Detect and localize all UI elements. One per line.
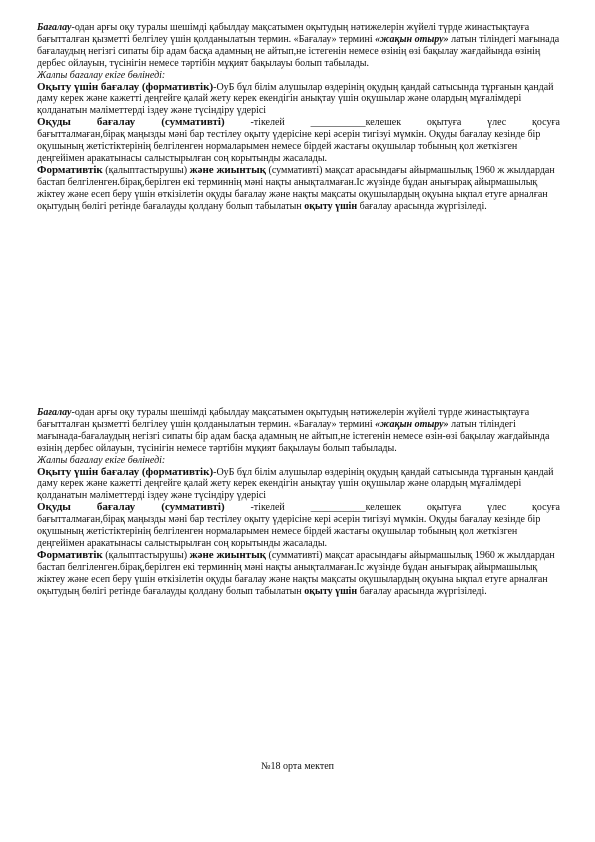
for-learning-term: оқыту үшін [304, 585, 358, 597]
text-block-bottom [37, 407, 560, 598]
blank-line: ___________ [310, 502, 366, 514]
summative-heading: Оқуды бағалау (суммативті) [37, 501, 225, 514]
summative-continuation: бағытталмаған,бірақ маңызды мәні бар тестілеу оқыту үдерісіне кері әсерін тигізуі мүмкін. Оқуды бағалау кезінде бір оқушының жетістіктерінің белгіленген нормаларымен немесе бірдей жастағы оқушылар тобының қол жеткізген деңгейімен аракатынасы салыстырылған соң корытынды жасалады. [37, 129, 541, 164]
division-intro: Жалпы бағалау екіге бөлінеді: [37, 69, 166, 81]
formative-paragraph: Оқыту үшін бағалау (формативтік)-ОуБ бұл білім алушылар өздерінің оқудың қандай сатысында тұрғанын қандай даму керек және кажетті деңгейге қалай жету керек екендігін анықтау үшін оқушылар және олардың мұғалімдері қолданатын мәліметтерді іздеу және түсіндіру үдерісі [37, 465, 554, 502]
school-footer: №18 орта мектеп [261, 761, 334, 772]
comparison-paragraph: Формативтік (қалыптастырушы) және жиынтық (суммативті) мақсат арасындағы айырмашылық 1960 ж жылдардан бастап белгіленген.бірақ,берілген екі терминнің мәні нақты анықталмаған.Іс жүзінде бұдан анығырақ айырмашылық жіктеу және есеп беру үшін өткізілетін оқуды бағалау және нақты мақсаты оқушылардың оқуына ықпал етуге арналған оқытудың бөлігі ретінде бағалауды қолдану болып табылатын оқыту үшін бағалау арасында жүргізіледі. [37, 163, 555, 212]
definition-paragraph: Бағалау-одан арғы оқу туралы шешімді қабылдау мақсатымен оқытудың нәтижелерін жүйелі түрде жинастықтауға бағытталған қызметті белгілеу үшін қолданылатын термин. «Бағалау» термині «жақын отыру» латын тіліндегі мағынада-бағалаудың негізгі сипаты бір адам басқа адамның не айтып,не істегенін немесе өзін-өзі бақылау жағдайында өзінің дербес ойлауын, түсінігін немесе тәртібін мұқият бақылауы болып табылады. [37, 407, 550, 454]
formative-paragraph: Оқыту үшін бағалау (формативтік)-ОуБ бұл білім алушылар өздерінің оқудың қандай сатысында тұрғанын қандай даму керек және кажетті деңгейге қалай жету керек екендігін анықтау үшін оқушылар және олардың мұғалімдері қолданатын мәліметтерді іздеу және түсіндіру үдерісі [37, 80, 554, 117]
emphasis-phrase: «жақын отыру» [375, 418, 449, 430]
formative-term: Формативтік [37, 163, 103, 176]
formative-term: Формативтік [37, 548, 103, 561]
formative-heading: Оқыту үшін бағалау (формативтік) [37, 465, 214, 478]
term-bagalau: Бағалау [37, 22, 72, 33]
summative-paragraph: Оқуды бағалау (суммативті) -тікелей ___________келешек оқытуға үлес қосуға [37, 116, 560, 129]
text-block-top [37, 22, 560, 213]
summative-paragraph: Оқуды бағалау (суммативті) -тікелей ___________келешек оқытуға үлес қосуға [37, 501, 560, 514]
term-bagalau: Бағалау [37, 407, 72, 418]
summative-heading: Оқуды бағалау (суммативті) [37, 116, 225, 129]
comparison-paragraph: Формативтік (қалыптастырушы) және жиынтық (суммативті) мақсат арасындағы айырмашылық 1960 ж жылдардан бастап белгіленген.бірақ,берілген екі терминнің мәні нақты анықталмаған.Іс жүзінде бұдан анығырақ айырмашылық жіктеу және есеп беру үшін өткізілетін оқуды бағалау және нақты мақсаты оқушылардың оқуына ықпал етуге арналған оқытудың бөлігі ретінде бағалауды қолдану болып табылатын оқыту үшін бағалау арасында жүргізіледі. [37, 548, 555, 597]
emphasis-phrase: «жақын отыру» [375, 33, 449, 45]
summative-continuation: бағытталмаған,бірақ маңызды мәні бар тестілеу оқыту үдерісіне кері әсерін тигізуі мүмкін. Оқуды бағалау кезінде бір оқушының жетістіктерінің белгіленген нормаларымен немесе бірдей жастағы оқушылар тобының қол жеткізген деңгейімен аракатынасы салыстырылған соң корытынды жасалады. [37, 514, 541, 549]
blank-line: ___________ [310, 117, 366, 129]
formative-heading: Оқыту үшін бағалау (формативтік) [37, 80, 214, 93]
for-learning-term: оқыту үшін [304, 200, 358, 212]
division-intro: Жалпы бағалау екіге бөлінеді: [37, 454, 166, 466]
summative-term: және жиынтық [189, 163, 267, 176]
summative-term: және жиынтық [189, 548, 267, 561]
definition-paragraph: Бағалау-одан арғы оқу туралы шешімді қабылдау мақсатымен оқытудың нәтижелерін жүйелі түрде жинастықтауға бағытталған қызметті белгілеу үшін қолданылатын термин. «Бағалау» термині «жақын отыру» латын тіліндегі мағынада бағалаудың негізгі сипаты бір адам басқа адамның не айтып,не істегенін немесе өзінің өзі бақылау жағдайында өзінің дербес ойлауын, түсінігін немесе тәртібін мұқият бақылауы болып табылады. [37, 22, 560, 69]
